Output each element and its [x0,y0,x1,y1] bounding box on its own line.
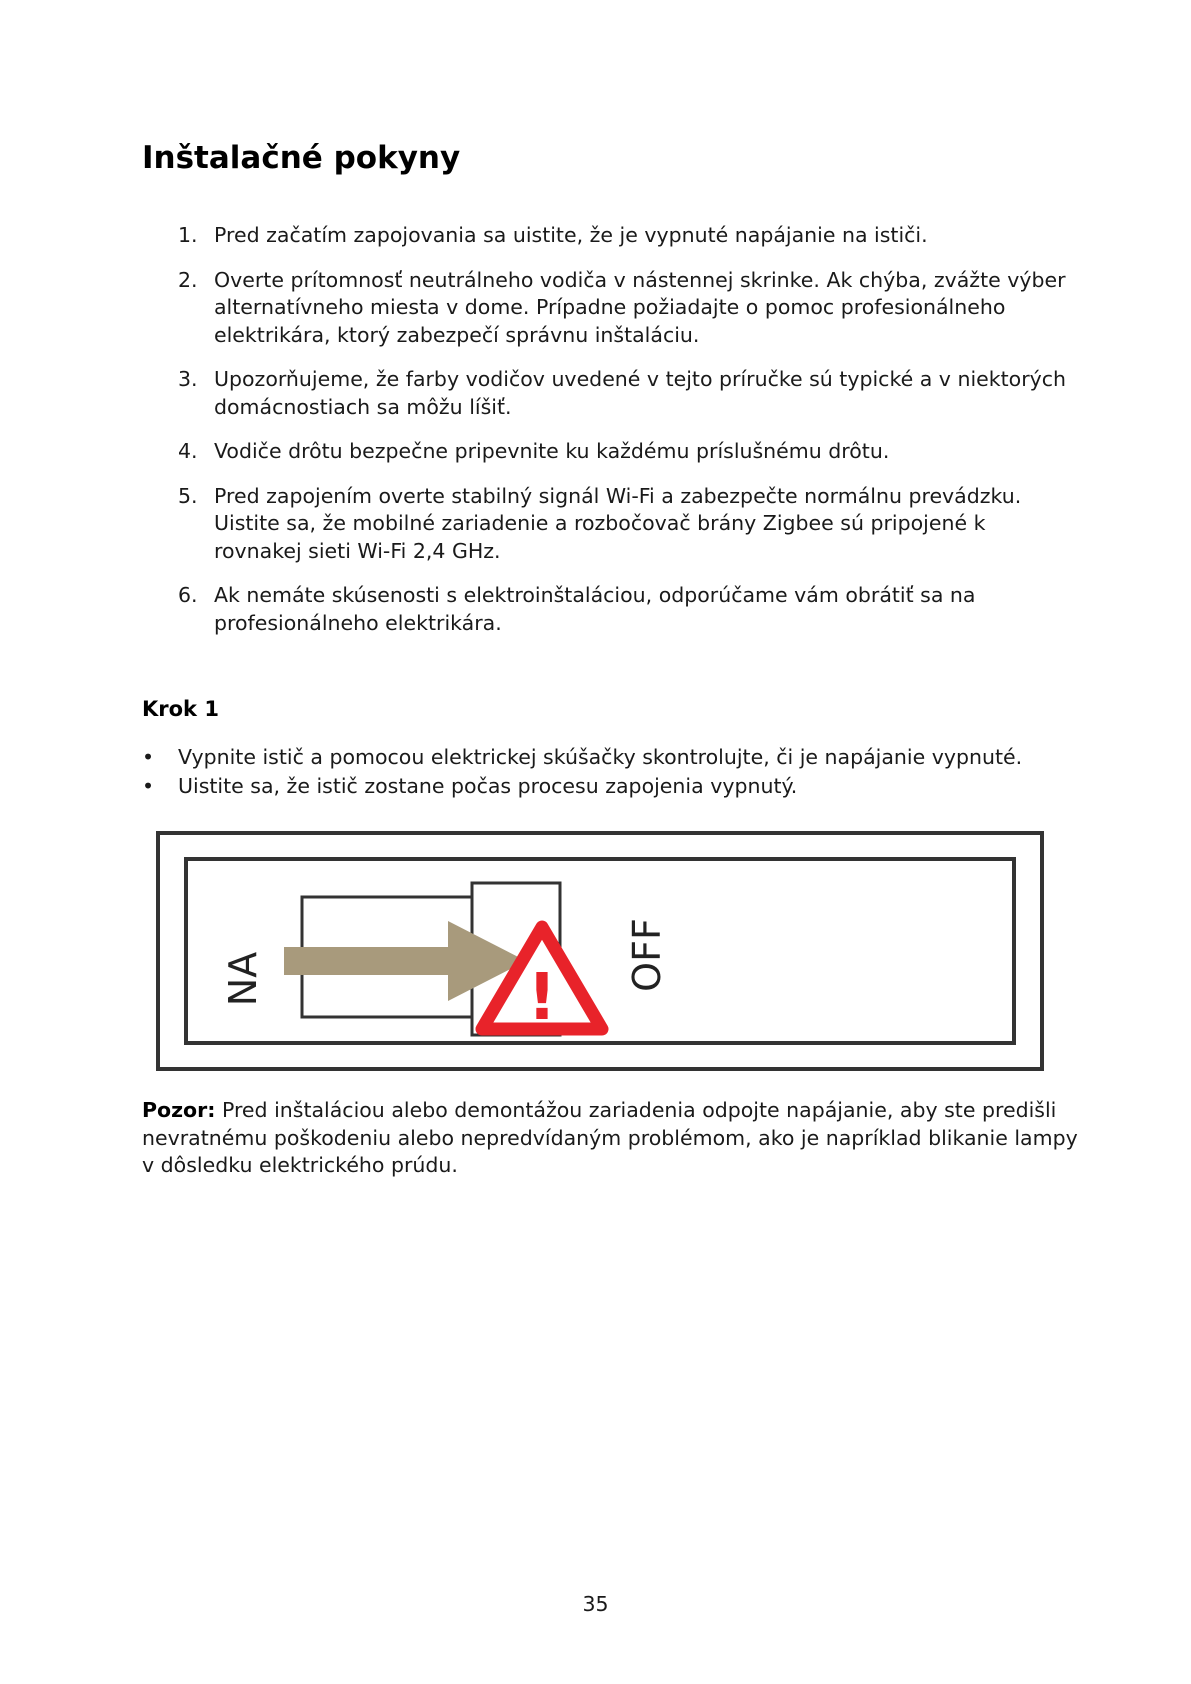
list-number: 2. [178,267,198,292]
caution-note [142,1097,1082,1180]
switch-on-label: NA [221,951,265,1007]
step-1-bullets [142,743,1072,801]
list-number: 6. [178,583,198,607]
bullet-icon: • [142,745,155,769]
bullet-text: Uistite sa, že istič zostane počas procesu zapojenia vypnutý. [178,774,798,798]
list-item [142,438,1072,466]
list-item [142,222,1072,250]
bullet-item [142,743,1072,772]
page-number: 35 [582,1592,609,1616]
list-item-text: Ak nemáte skúsenosti s elektroinštaláciou, odporúčame vám obrátiť sa na profesionálneho elektrikára. [214,583,976,635]
list-number: 3. [178,367,198,391]
installation-steps-list [142,222,1072,654]
list-item [142,267,1072,350]
caution-label: Pozor: [142,1098,216,1122]
list-item-text: Overte prítomnosť neutrálneho vodiča v nástennej skrinke. Ak chýba, zvážte výber alternatívneho miesta v dome. Prípadne požiadajte o pomoc profesionálneho elektrikára, ktorý zabezpečí správnu inštaláciu. [214,267,1066,347]
list-number: 5. [178,483,198,508]
list-item [142,582,1072,637]
list-item [142,366,1072,421]
list-item-text: Pred začatím zapojovania sa uistite, že je vypnuté napájanie na ističi. [214,223,928,247]
bullet-item [142,772,1072,801]
list-item-text: Upozorňujeme, že farby vodičov uvedené v tejto príručke sú typické a v niektorých domácnostiach sa môžu líšiť. [214,367,1067,419]
list-item [142,483,1072,566]
bullet-text: Vypnite istič a pomocou elektrickej skúšačky skontrolujte, či je napájanie vypnuté. [178,745,1023,769]
warning-exclamation: ! [527,961,557,1035]
page-title: Inštalačné pokyny [142,140,461,176]
bullet-icon: • [142,774,155,798]
list-number: 4. [178,439,198,463]
breaker-switch-diagram [150,825,1050,1090]
list-number: 1. [178,223,198,247]
caution-text: Pred inštaláciou alebo demontážou zariadenia odpojte napájanie, aby ste predišli nevratnému poškodeniu alebo nepredvídaným problémom, ako je napríklad blikanie lampy v dôsledku elektrického prúdu. [142,1098,1078,1177]
list-item-text: Pred zapojením overte stabilný signál Wi-Fi a zabezpečte normálnu prevádzku. Uistite sa, že mobilné zariadenie a rozbočovač brány Zigbee sú pripojené k rovnakej sieti Wi-Fi 2,4 GHz. [214,483,1022,563]
step-1-heading: Krok 1 [142,697,219,721]
switch-off-label: OFF [625,918,669,992]
list-item-text: Vodiče drôtu bezpečne pripevnite ku každému príslušnému drôtu. [214,439,890,463]
